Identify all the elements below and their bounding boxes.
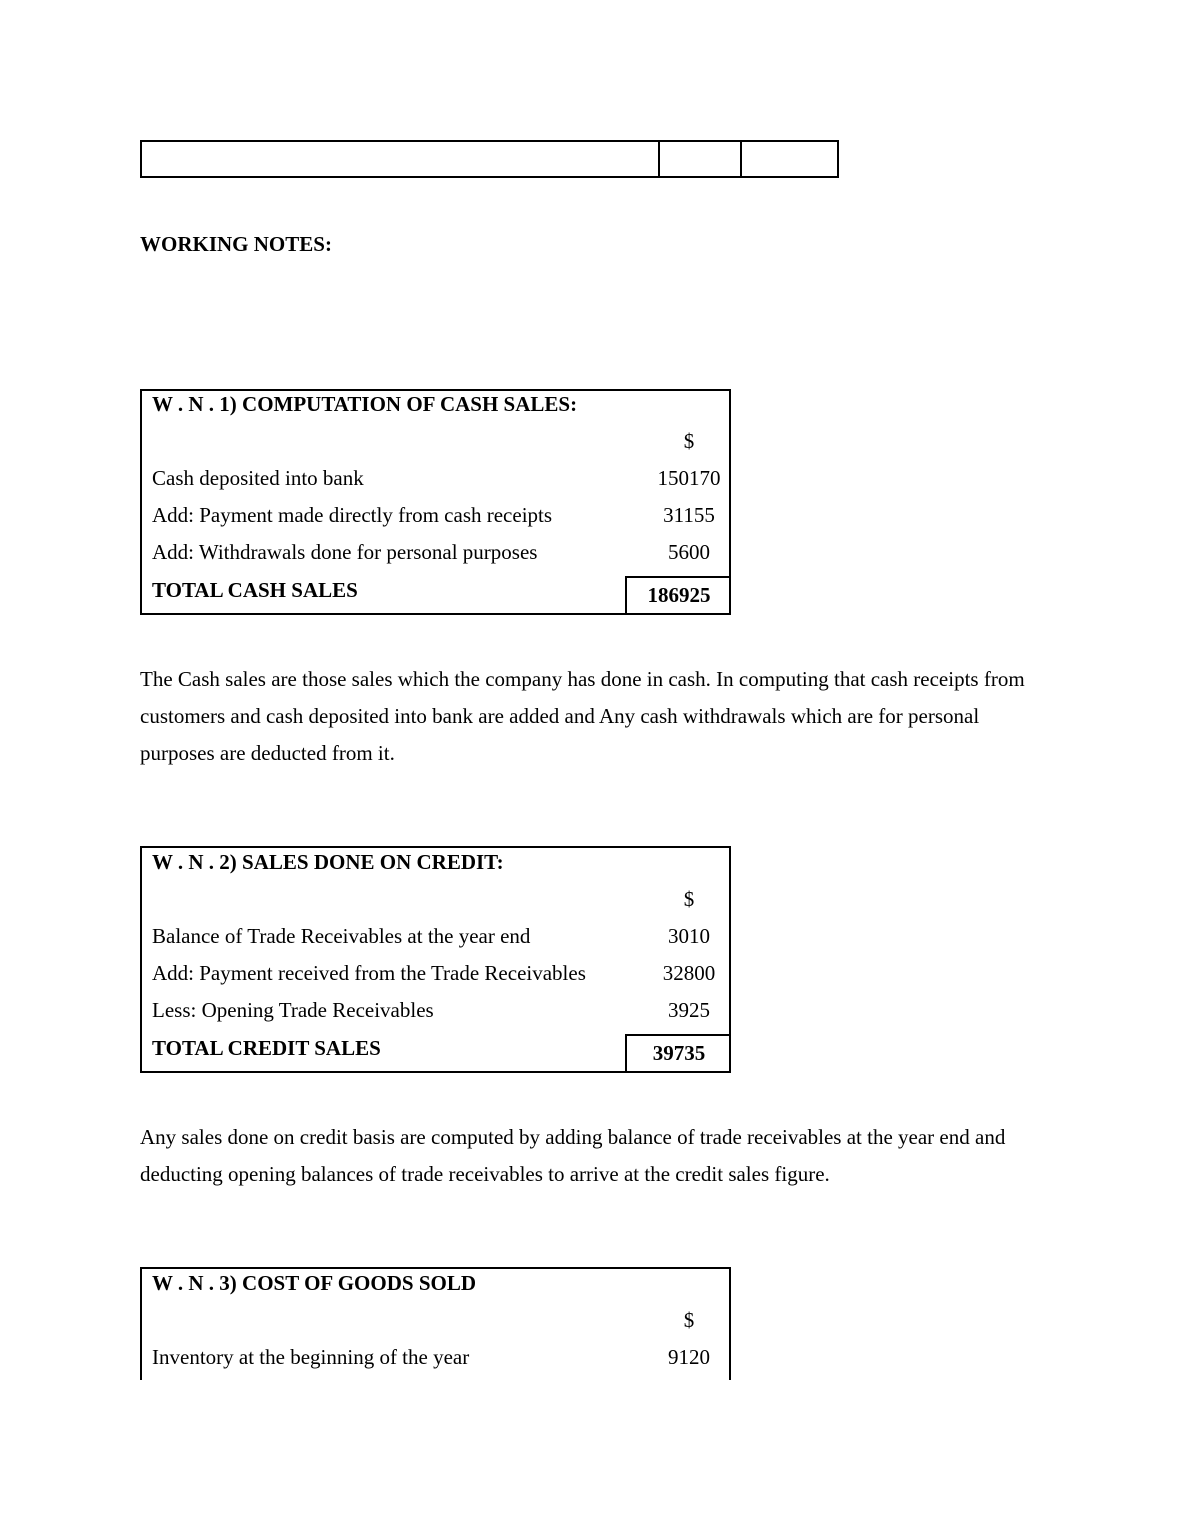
table-divider: [658, 142, 660, 176]
table-title: W . N . 3) COST OF GOODS SOLD: [152, 1271, 477, 1295]
credit-sales-table: [140, 846, 731, 1073]
empty-table: [140, 140, 839, 178]
table-title: W . N . 1) COMPUTATION OF CASH SALES:: [152, 392, 578, 416]
row-value: 5600: [668, 540, 710, 564]
row-label: Inventory at the beginning of the year: [152, 1345, 470, 1369]
row-value: 3925: [668, 998, 710, 1022]
table-row: [152, 497, 729, 534]
cost-of-goods-sold-table: [140, 1267, 731, 1380]
total-label: TOTAL CREDIT SALES: [152, 1036, 381, 1060]
total-label: TOTAL CASH SALES: [152, 578, 358, 602]
table-title: W . N . 2) SALES DONE ON CREDIT:: [152, 850, 504, 874]
cash-sales-explanation: The Cash sales are those sales which the company has done in cash. In computing that cash receipts from customers and cash deposited into bank are added and Any cash withdrawals which are for personal purposes are deducted from it.: [140, 667, 1025, 765]
row-label: Add: Payment made directly from cash receipts: [152, 503, 553, 527]
currency-label: $: [683, 1308, 695, 1332]
row-value: 3010: [668, 924, 710, 948]
table-row: [152, 955, 729, 992]
row-label: Less: Opening Trade Receivables: [152, 998, 434, 1022]
row-value: 32800: [662, 961, 716, 985]
table-row: [152, 1339, 729, 1376]
row-value: 31155: [663, 503, 715, 527]
cash-sales-table: [140, 389, 731, 615]
table-divider: [740, 142, 742, 176]
credit-sales-explanation: Any sales done on credit basis are computed by adding balance of trade receivables at the year end and deducting opening balances of trade receivables to arrive at the credit sales figure.: [140, 1125, 1006, 1186]
currency-label: $: [683, 887, 695, 911]
row-label: Balance of Trade Receivables at the year end: [152, 924, 531, 948]
row-label: Add: Withdrawals done for personal purposes: [152, 540, 538, 564]
table-row: [152, 992, 729, 1029]
table-row: [152, 918, 729, 955]
row-value: 9120: [668, 1345, 710, 1369]
working-notes-heading: WORKING NOTES:: [140, 232, 332, 256]
table-row: [152, 534, 729, 571]
total-value: 186925: [625, 576, 731, 614]
row-label: Add: Payment received from the Trade Receivables: [152, 961, 586, 985]
row-value: 150170: [657, 466, 721, 490]
currency-label: $: [683, 429, 695, 453]
total-value: 39735: [625, 1034, 731, 1072]
row-label: Cash deposited into bank: [152, 466, 364, 490]
table-row: [152, 460, 729, 497]
